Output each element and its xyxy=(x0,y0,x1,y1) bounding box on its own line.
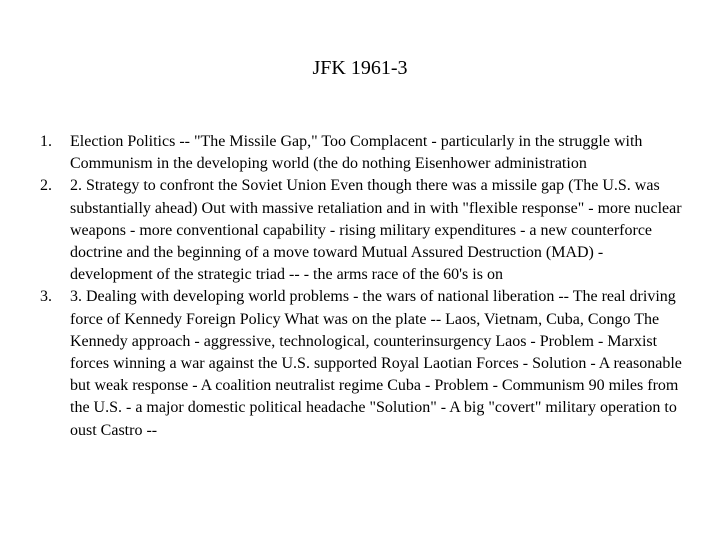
list-item-text: 3. Dealing with developing world problems - the wars of national liberation -- The real driving force of Kennedy Foreign Policy What was on the plate -- Laos, Vietnam, Cuba, Congo The Kennedy approach - aggressive, technological, counterinsurgency Laos - Problem - Marxist forces winning a war against the U.S. supported Royal Laotian Forces - Solution - A reasonable but weak response - A coalition neutralist regime Cuba - Problem - Communism 90 miles from the U.S. - a major domestic political headache "Solution" - A big "covert" military operation to oust Castro -- xyxy=(70,288,682,439)
list-item-text: Election Politics -- "The Missile Gap," Too Complacent - particularly in the struggle with Communism in the developing world (the do nothing Eisenhower administration xyxy=(70,133,643,173)
list-item xyxy=(40,286,688,441)
list-item-number: 3. xyxy=(40,288,52,306)
list-item xyxy=(40,175,688,286)
list-item-number: 2. xyxy=(40,177,52,195)
list-item-text: 2. Strategy to confront the Soviet Union Even though there was a missile gap (The U.S. was substantially ahead) Out with massive retaliation and in with "flexible response" - more nuclear weapons - more conventional capability - rising military expenditures - a new counterforce doctrine and the beginning of a move toward Mutual Assured Destruction (MAD) - development of the strategic triad -- - the arms race of the 60's is on xyxy=(70,177,682,284)
list-item-number: 1. xyxy=(40,133,52,150)
list-item xyxy=(40,131,688,175)
slide-title: JFK 1961-3 xyxy=(312,57,408,79)
numbered-list xyxy=(40,131,688,442)
